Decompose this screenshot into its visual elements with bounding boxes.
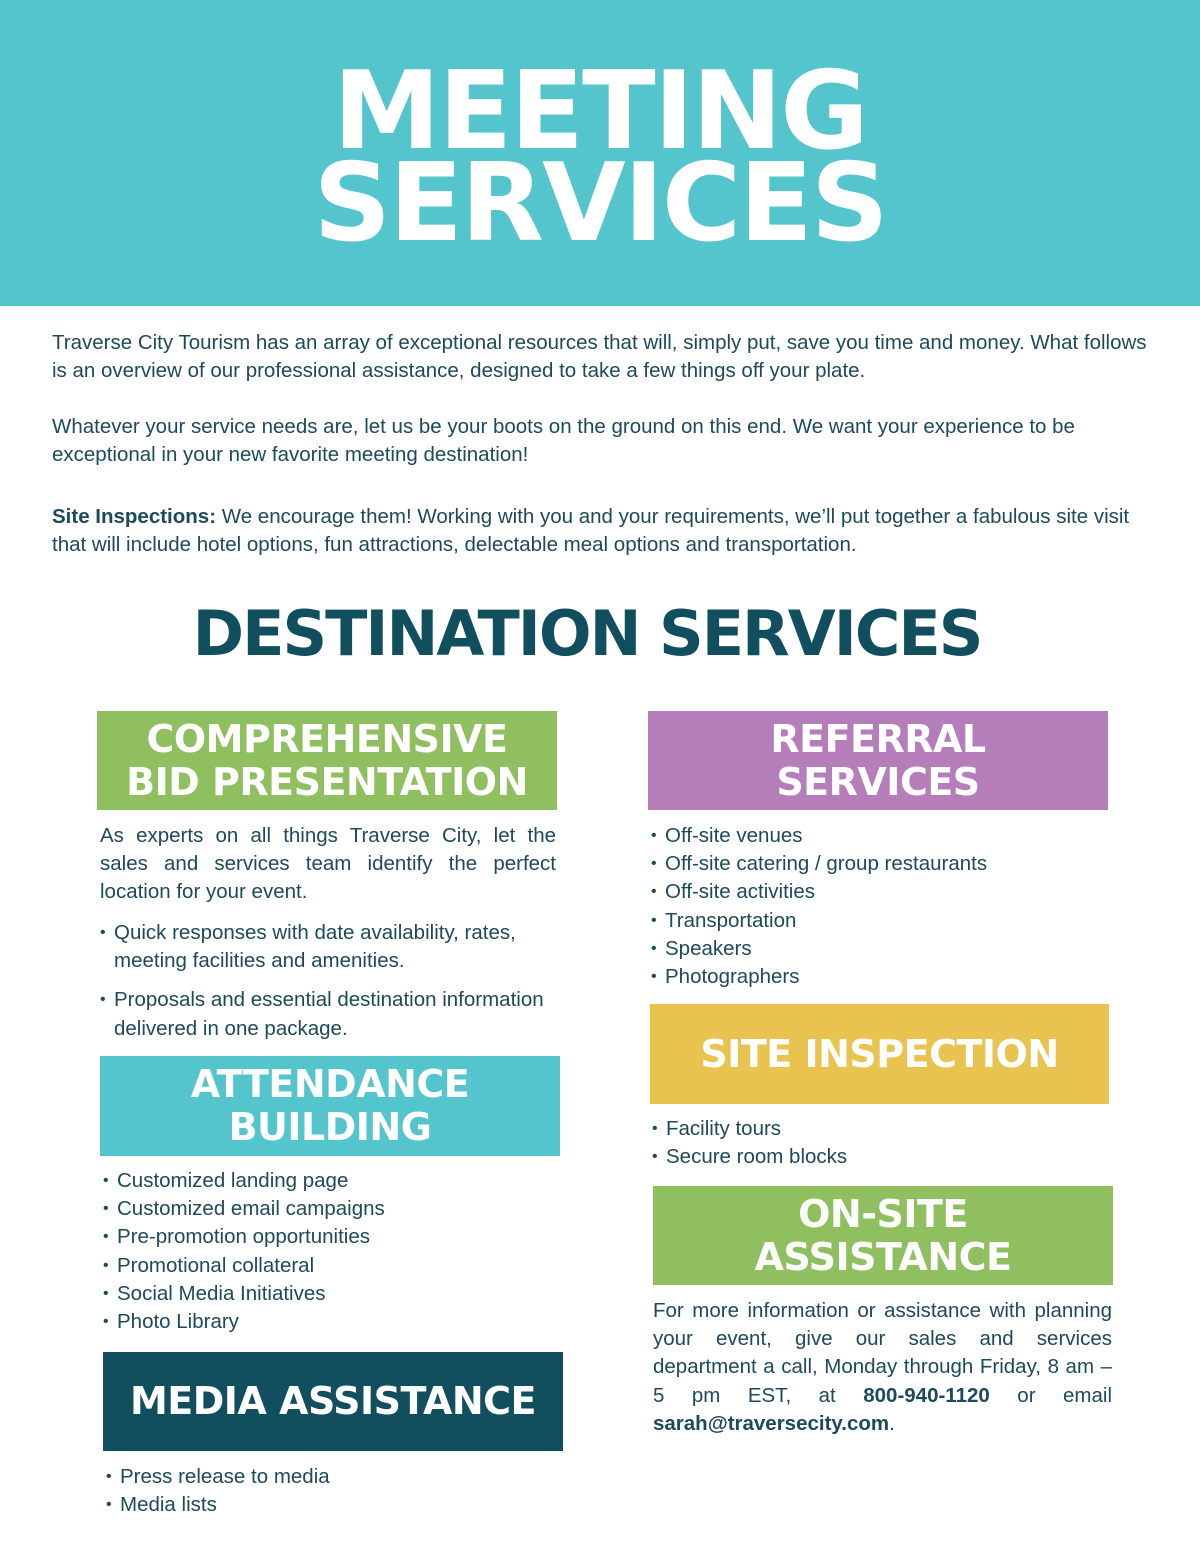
list-item: • Off-site venues [651, 822, 1111, 850]
email-link[interactable]: sarah@traversecity.com [653, 1411, 890, 1435]
site-inspections-text: We encourage them! Working with you and your requirements, we’ll put together a fabulous site visit that will include hotel options, fun attractions, delectable meal options and transportation. [52, 505, 1130, 556]
bid-description: As experts on all things Traverse City, let the sales and services team identify the perfect location for your event. [100, 824, 556, 904]
bid-list [100, 919, 560, 1054]
on-site-assistance-banner [653, 1186, 1113, 1285]
section-title: DESTINATION SERVICES [192, 597, 982, 670]
list-item: • Social Media Initiatives [103, 1280, 563, 1308]
bid-title-line2: BID PRESENTATION [126, 759, 528, 804]
attendance-building-banner [100, 1056, 560, 1156]
onsite-title-line1: ON-SITE [798, 1191, 968, 1236]
onsite-title-line2: ASSISTANCE [754, 1234, 1012, 1279]
list-item: • Transportation [651, 907, 1111, 935]
list-item: • Press release to media [106, 1463, 566, 1491]
list-item: • Off-site activities [651, 878, 1111, 906]
site-inspection-title: SITE INSPECTION [700, 1031, 1059, 1076]
site-inspection-list [652, 1115, 1112, 1171]
attendance-title-line2: BUILDING [228, 1105, 432, 1149]
bid-presentation-banner [97, 711, 557, 810]
page-title-line2: SERVICES [313, 141, 887, 266]
list-item: • Secure room blocks [652, 1143, 1112, 1171]
list-item: • Pre-promotion opportunities [103, 1223, 563, 1251]
list-item: • Quick responses with date availability, rates, meeting facilities and amenities. [100, 919, 560, 975]
media-assistance-banner [103, 1352, 563, 1451]
onsite-contact-text [653, 1297, 1112, 1438]
intro-site-inspections [52, 503, 1152, 559]
phone-number: 800-940-1120 [863, 1383, 990, 1407]
list-item: • Proposals and essential destination information delivered in one package. [100, 986, 560, 1042]
list-item: • Photographers [651, 963, 1111, 991]
referral-services-banner [648, 711, 1108, 810]
list-item: • Photo Library [103, 1308, 563, 1336]
site-inspection-banner [650, 1004, 1109, 1104]
list-item: • Facility tours [652, 1115, 1112, 1143]
header-banner [0, 0, 1200, 306]
list-item: • Media lists [106, 1491, 566, 1519]
media-title: MEDIA ASSISTANCE [129, 1379, 537, 1423]
list-item: • Customized landing page [103, 1167, 563, 1195]
bid-title-line1: COMPREHENSIVE [146, 716, 508, 761]
site-inspections-label: Site Inspections: [52, 505, 217, 528]
media-list [106, 1463, 566, 1519]
onsite-text-before: For more information or assistance with planning your event, give our sales and services department a call, Monday through Friday, 8 am – 5 pm EST, at [653, 1299, 1112, 1407]
attendance-list [103, 1167, 563, 1336]
list-item: • Customized email campaigns [103, 1195, 563, 1223]
onsite-text-middle: or email [989, 1383, 1112, 1407]
list-item: • Promotional collateral [103, 1252, 563, 1280]
list-item: • Off-site catering / group restaurants [651, 850, 1111, 878]
intro-paragraph-2: Whatever your service needs are, let us be your boots on the ground on this end. We want your experience to be exceptional in your new favorite meeting destination! [52, 415, 1075, 466]
referral-title-line1: REFERRAL [770, 716, 986, 761]
referral-title-line2: SERVICES [776, 759, 980, 804]
intro-paragraph-1: Traverse City Tourism has an array of exceptional resources that will, simply put, save you time and money. What follows is an overview of our professional assistance, designed to take a few things off your plate. [52, 331, 1147, 382]
referral-list [651, 822, 1111, 991]
page-title-line1: MEETING [333, 49, 867, 174]
attendance-title-line1: ATTENDANCE [190, 1062, 470, 1106]
list-item: • Speakers [651, 935, 1111, 963]
onsite-text-after: . [889, 1411, 895, 1435]
